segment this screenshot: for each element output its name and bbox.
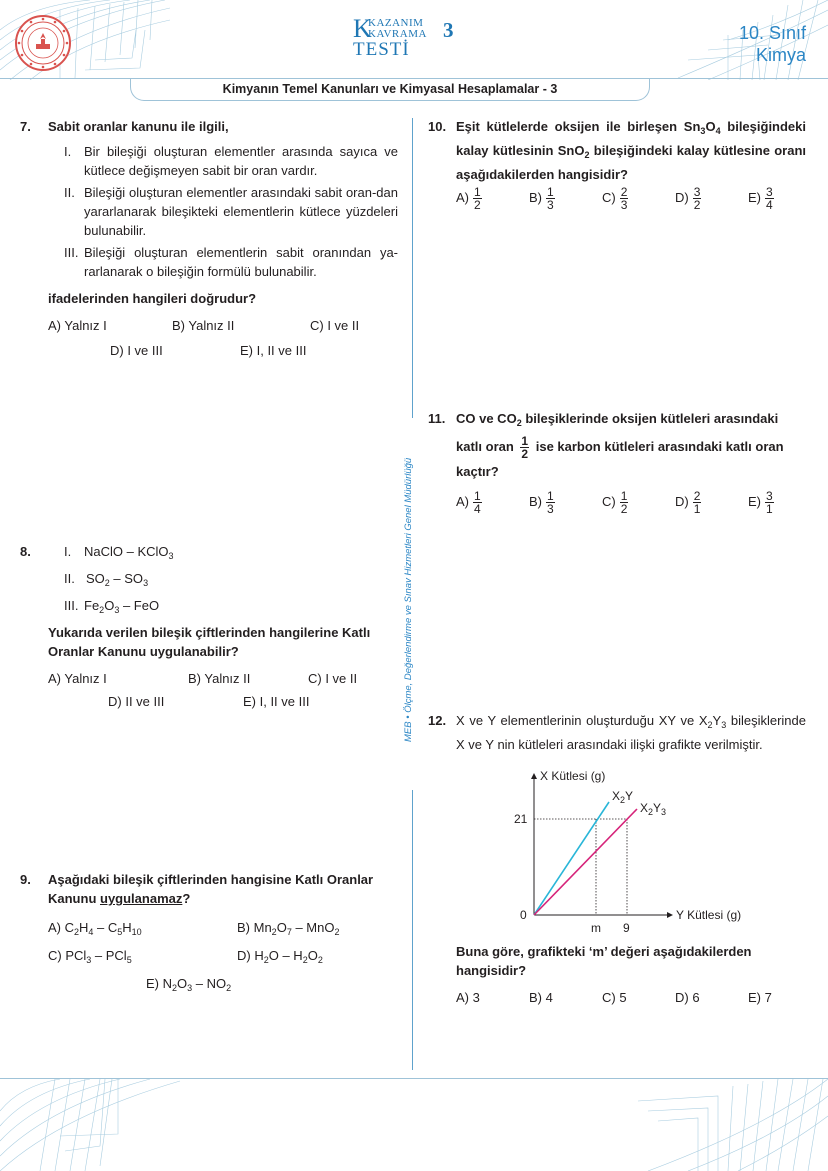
question-number: 8. [20,544,31,559]
statement-number: I. [64,144,72,159]
option-b[interactable]: B) $\frac{1}{3}$ [529,185,554,212]
x-axis-label: Y Kütlesi (g) [676,908,742,922]
option-c[interactable]: C) 5 [602,990,627,1005]
header-left-pattern [0,0,170,80]
side-publisher-text: MEB • Ölçme, Değerlendirme ve Sınav Hizmetleri Genel Müdürlüğü [403,457,414,743]
option-d[interactable]: D) $\frac{3}{2}$ [675,185,701,212]
option-a[interactable]: A) $\frac{1}{2}$ [456,185,481,212]
y-axis-label: X Kütlesi (g) [540,769,606,783]
option-c[interactable]: C) I ve II [308,671,358,686]
logo-line-1: KAZANIM [368,17,424,29]
question-stem: Sabit oranlar kanunu ile ilgili, [48,119,229,134]
question-10 [428,117,806,211]
question-number: 7. [20,119,31,134]
grade-text: 10. Sınıf [738,23,806,43]
option-b[interactable]: B) Yalnız II [172,318,235,333]
question-7 [20,117,398,360]
statement-item [64,243,398,281]
answer-options-row2 [48,946,398,970]
statement-text: Bileşiği oluşturan elementlerin sabit oranından ya-rarlanarak o bileşiğin formülü bulunabilir. [84,245,398,279]
question-prompt: Yukarıda verilen bileşik çiftlerinden hangilerine Katlı Oranlar Kanunu uygulanabilir? [48,625,371,659]
x-axis-arrow-icon [667,912,673,918]
page-title: Kimyanın Temel Kanunları ve Kimyasal Hesaplamalar - 3 [130,79,650,101]
answer-options [48,918,398,942]
statement-text: Bileşiği oluşturan elementler arasındaki sabit oran-dan yararlanarak bileşikteki elementlerin kütlece yüzdeleri bulunabilir. [84,185,398,238]
question-prompt: ifadelerinden hangileri doğrudur? [48,291,257,306]
question-8 [20,542,398,711]
question-number: 9. [20,872,31,887]
y-axis-arrow-icon [531,773,537,779]
question-stem: Eşit kütlelerde oksijen ile birleşen $Sn_3O_4$ bileşiğindeki kalay kütlesinin SnO$_2$ bileşiğindeki kalay kütlesine oranı aşağıdakilerden hangisidir? [456,119,807,182]
statement-item [64,183,398,240]
answer-options [456,490,806,515]
question-11 [428,407,806,515]
answer-options [48,316,398,335]
option-b[interactable]: B) Yalnız II [188,671,251,686]
question-number: 12. [428,713,447,728]
option-a[interactable]: A) Yalnız I [48,318,107,333]
option-e[interactable]: E) I, II ve III [240,343,307,358]
statement-number: III. [64,245,79,260]
answer-options-row3 [48,974,398,998]
question-9 [20,870,398,998]
option-b[interactable]: B) $Mn_2O_7 - MnO_2$ [237,920,340,937]
option-c[interactable]: C) I ve II [310,318,360,333]
answer-options-row2 [48,692,398,711]
pair-number: I. [64,544,72,559]
column-divider-top [412,118,413,418]
pair-formula: NaClO – KClO$_3$ [84,544,174,561]
compound-pair [64,596,398,620]
question-12 [428,711,806,754]
answer-options-row2 [48,341,398,360]
question-stem: X ve Y elementlerinin oluşturduğu XY ve $X_2Y_3$ bileşiklerinde X ve Y nin kütleleri arasındaki ilişki grafikte verilmiştir. [456,713,806,752]
meb-emblem-icon [14,14,72,72]
column-divider-bottom [412,790,413,1070]
x2y3-line [534,809,637,915]
option-d[interactable]: D) $\frac{2}{1}$ [675,489,701,517]
option-d[interactable]: D) 6 [675,990,700,1005]
option-d[interactable]: D) I ve III [110,343,163,358]
option-c[interactable]: C) $\frac{2}{3}$ [602,185,628,212]
mass-relationship-chart [500,762,760,932]
logo-line-2: KAVRAMA [368,28,427,40]
option-d[interactable]: D) $H_2O - H_2O_2$ [237,948,323,965]
option-e[interactable]: E) $\frac{3}{1}$ [748,489,773,517]
logo-initial-k: K [353,14,372,43]
y-tick-21: 21 [514,812,528,826]
pair-number: III. [64,598,79,613]
option-a[interactable]: A) Yalnız I [48,671,107,686]
x-tick-m: m [591,921,601,932]
statement-number: II. [64,185,75,200]
answer-options [456,186,806,211]
logo-line-3: TESTİ [353,39,410,60]
question-number: 11. [428,411,446,426]
option-b[interactable]: B) 4 [529,990,553,1005]
question-stem: CO ve $CO_2$ bileşiklerinde oksijen kütleleri arasındaki katlı oran $\frac{1}{2}$ ise karbon kütleleri arasındaki katlı oran kaçtır? [456,411,784,480]
x-tick-9: 9 [623,921,630,932]
question-prompt: Buna göre, grafikteki ‘m’ değeri aşağıdakilerden hangisidir? [456,944,752,978]
option-c[interactable]: C) PCl$_3$ – PCl$_5$ [48,948,132,965]
compound-pair [64,542,398,566]
series-label-x2y3: $X_2Y_3$ [640,801,667,817]
footer-line [0,1078,828,1079]
option-a[interactable]: A) $C_2H_4 - C_5H_{10}$ [48,920,142,937]
question-12-prompt [428,942,806,1007]
answer-options [48,669,398,688]
option-a[interactable]: A) $\frac{1}{4}$ [456,489,481,517]
statement-item [64,142,398,180]
question-number: 10. [428,119,447,134]
option-b[interactable]: B) $\frac{1}{3}$ [529,489,554,517]
pair-formula: $Fe_2O_3$ – FeO [84,598,160,615]
option-e[interactable]: E) I, II ve III [243,694,310,709]
footer-left-pattern [0,1076,190,1171]
subject-text: Kimya [755,45,806,65]
option-e[interactable]: E) 7 [748,990,772,1005]
grade-label [739,22,806,66]
pair-number: II. [64,571,75,586]
statement-text: Bir bileşiği oluşturan elementler arasında sayıca ve kütlece değişmeyen sabit bir oran vardır. [84,144,398,178]
answer-options [456,988,806,1007]
option-a[interactable]: A) 3 [456,990,480,1005]
compound-pair [64,569,398,593]
test-number: 3 [443,18,454,42]
emphasis-underline: uygulanamaz [100,891,183,906]
option-c[interactable]: C) $\frac{1}{2}$ [602,489,628,517]
statement-list [64,142,398,281]
series-label-x2y: $X_2Y$ [612,789,634,805]
pair-formula: $SO_2 - SO_3$ [86,571,149,588]
origin-label: 0 [520,908,527,922]
option-e[interactable]: E) $N_2O_3 - NO_2$ [146,976,232,993]
footer-right-pattern [628,1076,828,1171]
question-stem: Aşağıdaki bileşik çiftlerinden hangisine Katlı Oranlar Kanunu uygulanamaz? [48,872,374,906]
option-d[interactable]: D) II ve III [108,694,165,709]
option-e[interactable]: E) $\frac{3}{4}$ [748,185,773,212]
